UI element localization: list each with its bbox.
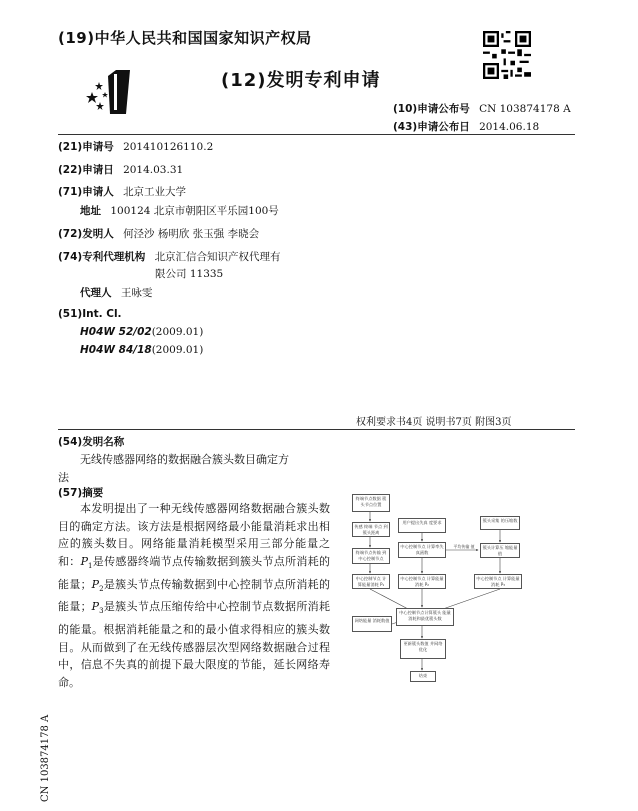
agency-row [58, 249, 281, 264]
issuing-office: (19)中华人民共和国国家知识产权局 [58, 29, 312, 47]
pages-info: 权利要求书4页 说明书7页 附图3页 [356, 417, 512, 428]
publication-number-value: CN 103874178 A [479, 103, 571, 115]
inventors-label: (72)发明人 [58, 228, 114, 240]
publication-date-row [393, 119, 539, 134]
publication-number-row [393, 101, 571, 116]
flow-box-8: 簇头采集 的压缩数 [480, 516, 520, 530]
inventors-value: 何泾沙 杨明欣 张玉强 李晓会 [123, 228, 260, 240]
agency-value-line2: 限公司 11335 [155, 268, 224, 280]
int-cl-entry-2 [80, 344, 203, 356]
application-number-label: (21)申请号 [58, 141, 114, 153]
title-line-2: 法 [58, 471, 69, 484]
flow-box-12: 中心控制节点计算簇头 能量消耗和最优簇头数 [396, 608, 454, 626]
address-row [80, 203, 279, 218]
flow-box-7: 中心控制节点 计算能量消耗 P₂ [398, 574, 446, 589]
flow-label-average: 平均传输 值 [453, 544, 475, 549]
header-divider [58, 134, 575, 135]
document-type: (12)发明专利申请 [221, 70, 381, 91]
flow-box-2: 传感 终端 节点 到簇头距离 [352, 522, 390, 537]
applicant-value: 北京工业大学 [123, 186, 187, 198]
flow-box-10: 中心控制节点 计算能量消耗 P₃ [474, 574, 522, 589]
application-date-label: (22)申请日 [58, 164, 114, 176]
agent-row [80, 285, 152, 300]
agent-label: 代理人 [80, 287, 112, 299]
publication-date-label: (43)申请公布日 [393, 121, 470, 133]
int-cl-code-1: H04W 52/02 [80, 326, 152, 338]
flow-box-1: 终端节点数据 簇头节点位置 [352, 494, 390, 512]
int-cl-label: (51)Int. Cl. [58, 308, 122, 320]
flow-box-13: 网络能量 消耗数值 [352, 616, 392, 632]
agency-value-line1: 北京汇信合知识产权代理有 [154, 251, 281, 263]
application-number-value: 201410126110.2 [123, 141, 214, 153]
int-cl-version-2: (2009.01) [151, 344, 204, 356]
publication-date-value: 2014.06.18 [479, 121, 540, 133]
address-label: 地址 [80, 205, 101, 217]
flow-box-14: 更新簇头数值 并网络优化 [400, 639, 446, 659]
title-label: (54)发明名称 [58, 436, 125, 448]
biblio-divider [58, 429, 575, 430]
agent-value: 王咏雯 [120, 287, 153, 299]
flow-box-3: 终端节点传输 到中心控制节点 [352, 548, 390, 564]
inventors-row [58, 226, 259, 241]
applicant-label: (71)申请人 [58, 186, 114, 198]
title-line-1: 无线传感器网络的数据融合簇头数目确定方 [80, 453, 289, 466]
flow-box-5: 用户提出失真 度要求 [398, 518, 446, 533]
applicant-row [58, 184, 186, 199]
application-date-value: 2014.03.31 [123, 164, 184, 176]
flow-box-4: 中心控制节点 计算能量消耗 P₁ [352, 574, 390, 589]
int-cl-code-2: H04W 84/18 [80, 344, 152, 356]
flow-box-end: 结束 [410, 671, 436, 682]
agency-label: (74)专利代理机构 [58, 251, 146, 263]
application-date-row [58, 162, 183, 177]
abstract-text: 本发明提出了一种无线传感器网络数据融合簇头数目的确定方法。该方法是根据网络最小能量消耗求出相应的簇头数目。网络能量消耗模型采用三部分能量之和：$P_1$是传感器终端节点传输数据到簇头节点所消耗的能量；$P_2$是簇头节点传输数据到中心控制节点所消耗的能量；$P_3$是簇头节点压缩传给中心控制节点数据所消耗的能量。根据消耗能量之和的最小值求得相应的簇头数目。从而做到了在无线传感器层次型网络数据融合过程中，信息不失真的前提下最大限度的节能，延长网络寿命。 [58, 502, 331, 689]
flow-box-9: 簇头计算压 缩能量值 [480, 543, 520, 558]
qr-code [483, 31, 531, 79]
application-number-row [58, 139, 213, 154]
abstract-label: (57)摘要 [58, 487, 104, 499]
address-value: 100124 北京市朝阳区平乐园100号 [110, 205, 279, 217]
int-cl-version-1: (2009.01) [151, 326, 204, 338]
flow-box-6: 中心控制节点 计算率失真函数 [398, 542, 446, 558]
abstract-figure-flowchart [350, 492, 525, 707]
int-cl-entry-1 [80, 326, 203, 338]
side-document-id: CN 103874178 A [40, 714, 51, 802]
publication-number-label: (10)申请公布号 [393, 103, 470, 115]
patent-office-emblem [86, 66, 146, 118]
